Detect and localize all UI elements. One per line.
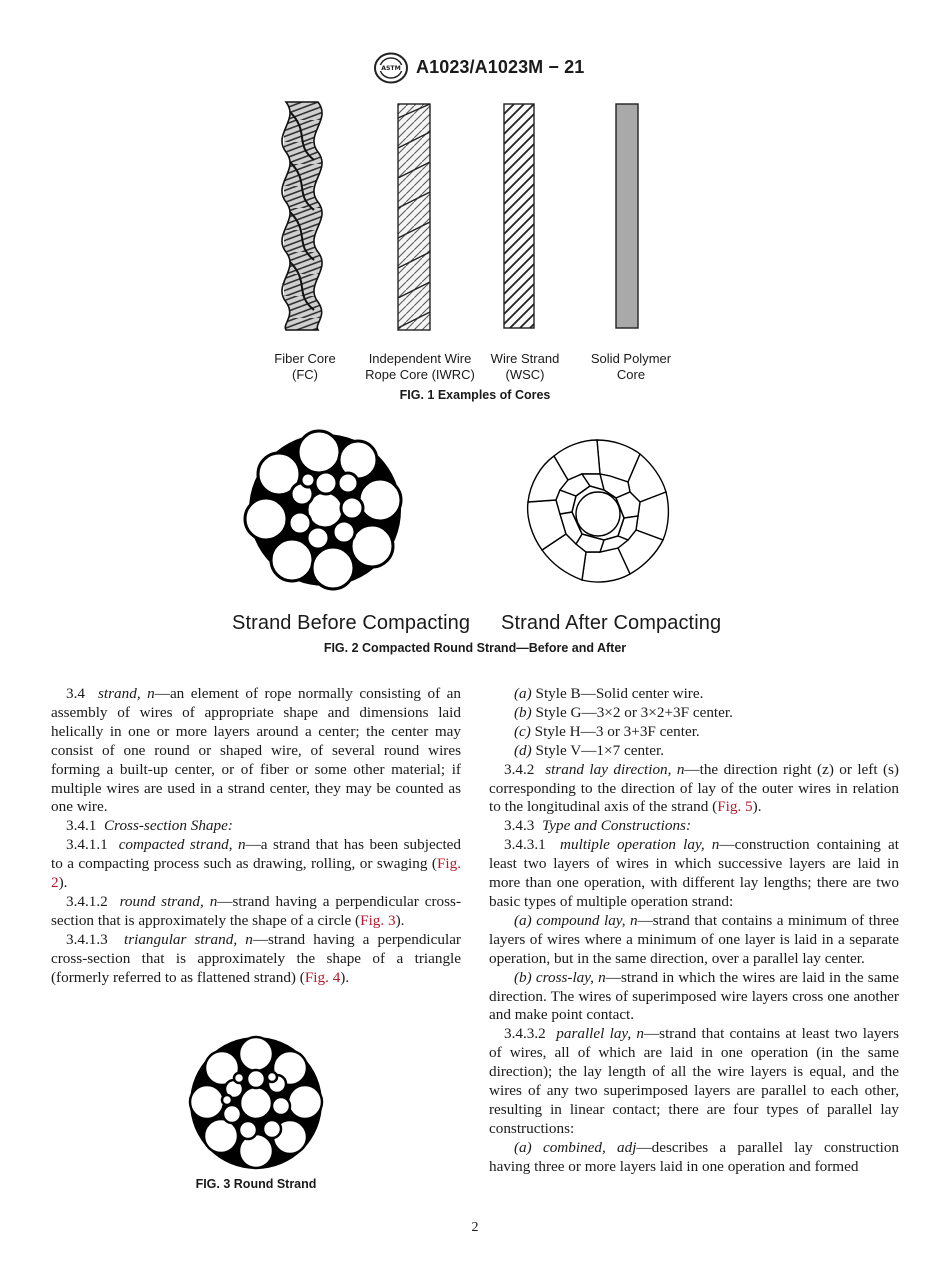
fiber-core-drawing bbox=[282, 100, 330, 332]
fig3-link[interactable]: Fig. 3 bbox=[360, 911, 396, 929]
paragraph-3-4-3: 3.4.3 Type and Constructions: bbox=[504, 817, 692, 835]
strand-before-label: Strand Before Compacting bbox=[232, 612, 471, 634]
round-strand-drawing bbox=[187, 1034, 325, 1172]
strand-before-compacting-drawing bbox=[240, 428, 410, 593]
iwrc-drawing bbox=[398, 104, 430, 330]
page-header bbox=[0, 52, 950, 86]
svg-text:ASTM: ASTM bbox=[381, 65, 401, 73]
fig5-link[interactable]: Fig. 5 bbox=[717, 798, 753, 816]
paragraph-3-4-3-2: 3.4.3.2 parallel lay, n—strand that contains at least two layers of wires, all of which are laid in one operation (in the same direction); the lay length of all the wire layers is equal, and the wires of any two superimposed layers are parallel to each other, resulting in linear contact; there are four types of parallel lay constructions: bbox=[489, 1025, 899, 1137]
paragraph-3-4-3-1: 3.4.3.1 multiple operation lay, n—construction containing at least two layers of wires in which successive layers are laid in more than one operation, with different lay lengths; there are two basic types of multiple operation strand: bbox=[489, 836, 899, 910]
strand-after-label: Strand After Compacting bbox=[501, 612, 722, 634]
fig2-link[interactable]: Fig. 2 bbox=[51, 855, 461, 892]
wsc-drawing bbox=[504, 104, 534, 328]
strand-after-compacting-drawing bbox=[520, 436, 675, 588]
paragraph-compound-lay: (a) compound lay, n—strand that contains a minimum of three layers of wires where a minimum of one layer is laid in a separate operation, but in the same direction, over a parallel lay center. bbox=[489, 911, 899, 967]
fig4-link[interactable]: Fig. 4 bbox=[304, 968, 341, 986]
paragraph-3-4-1-2: 3.4.1.2 round strand, n—strand having a perpendicular cross-section that is approximately the shape of a circle (Fig. 3). bbox=[51, 892, 462, 929]
paragraph-combined: (a) combined, adj—describes a parallel lay construction having three or more layers laid in one operation and formed bbox=[489, 1138, 900, 1175]
paragraph-3-4-1-3: 3.4.1.3 triangular strand, n—strand having a perpendicular cross-section that is approximately the shape of a triangle (formerly referred to as flattened strand) (Fig. 4). bbox=[51, 930, 461, 986]
paragraph-3-4-2: 3.4.2 strand lay direction, n—the direction right (z) or left (s) corresponding to the direction of lay of the outer wires in relation to the longitudinal axis of the strand (Fig. 5). bbox=[489, 760, 899, 816]
document-designation: A1023/A1023M − 21 bbox=[416, 57, 585, 77]
core-label-polymer: Solid Polymer Core bbox=[590, 351, 672, 382]
paragraph-3-4-1-1: 3.4.1.1 compacted strand, n—a strand that has been subjected to a compacting process such as drawing, rolling, or swaging (Fig. 2). bbox=[51, 836, 461, 892]
list-item-style-h: (c) Style H—3 or 3+3F center. bbox=[514, 722, 700, 740]
core-label-wsc: Wire Strand (WSC) bbox=[490, 351, 560, 382]
list-item-style-v: (d) Style V—1×7 center. bbox=[514, 741, 665, 759]
astm-logo-icon bbox=[373, 52, 409, 84]
left-column bbox=[51, 685, 461, 988]
fig1-caption: FIG. 1 Examples of Cores bbox=[399, 388, 551, 402]
right-column bbox=[489, 685, 899, 1177]
solid-polymer-core-drawing bbox=[616, 104, 638, 328]
fig1-cores-illustration bbox=[270, 98, 670, 338]
fig2-caption: FIG. 2 Compacted Round Strand—Before and After bbox=[323, 641, 627, 655]
list-item-style-g: (b) Style G—3×2 or 3×2+3F center. bbox=[514, 703, 733, 721]
page-number: 2 bbox=[471, 1220, 479, 1235]
paragraph-3-4: 3.4 strand, n—an element of rope normally consisting of an assembly of wires of appropriate shape and dimensions laid helically in one or more layers around a center; the center may consist of one round or shaped wire, of several round wires forming a built-up center, or of fiber or some other material; if multiple wires are used in a strand center, they may be counted as one wire. bbox=[51, 685, 461, 816]
list-item-style-b: (a) Style B—Solid center wire. bbox=[514, 685, 704, 702]
paragraph-3-4-1: 3.4.1 Cross-section Shape: bbox=[66, 817, 233, 835]
paragraph-cross-lay: (b) cross-lay, n—strand in which the wires are laid in the same direction. The wires of superimposed wire layers cross one another and make point contact. bbox=[489, 968, 899, 1024]
core-label-fc: Fiber Core (FC) bbox=[274, 351, 336, 382]
core-label-iwrc: Independent Wire Rope Core (IWRC) bbox=[365, 351, 475, 382]
fig3-caption: FIG. 3 Round Strand bbox=[195, 1177, 317, 1191]
